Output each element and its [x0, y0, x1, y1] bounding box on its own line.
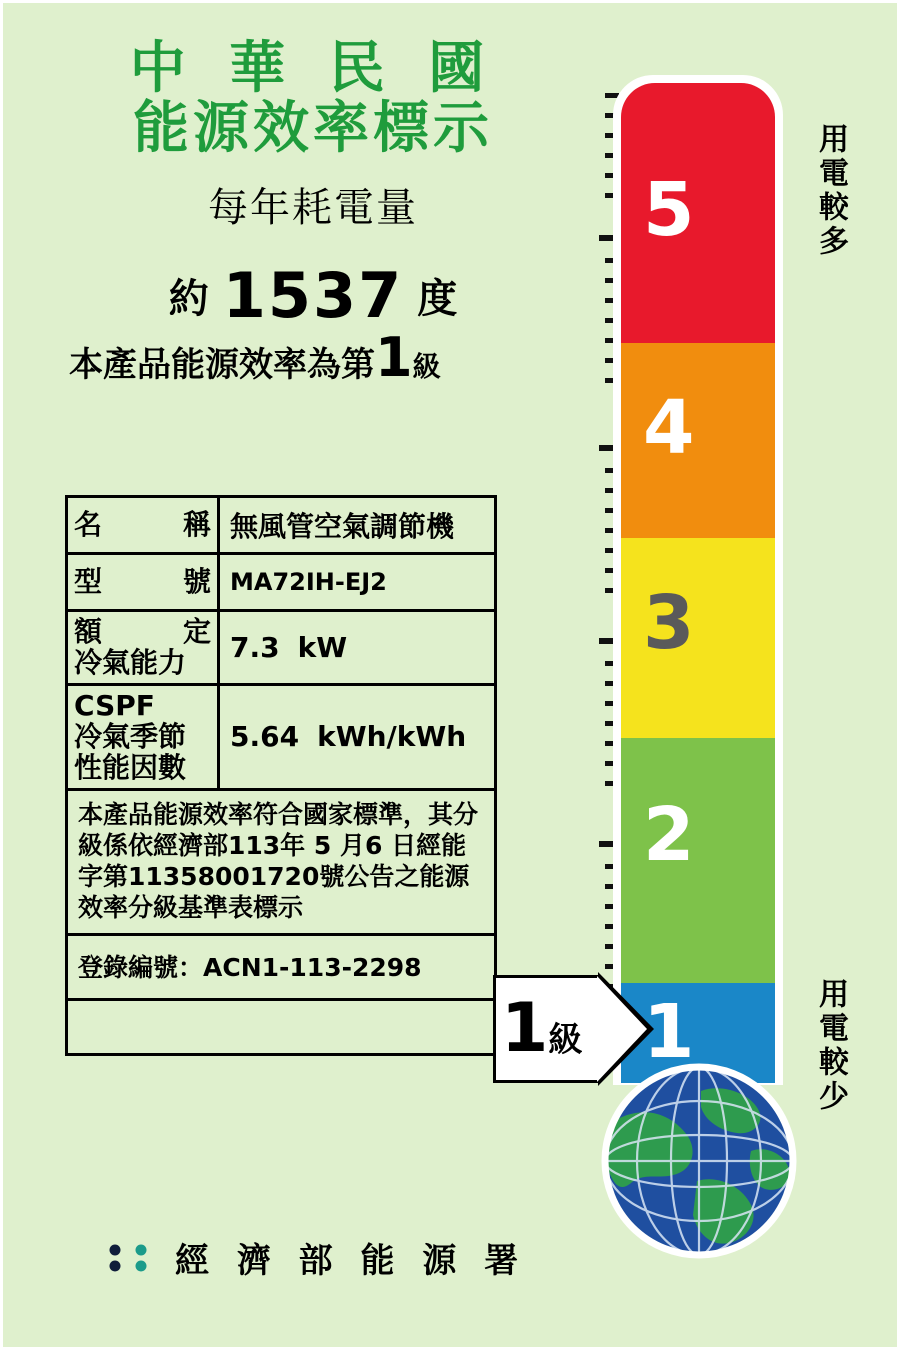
scale-band-2-number: 2: [643, 792, 695, 878]
spec-value-name: [220, 498, 494, 552]
table-row: [68, 498, 494, 555]
registration-label: 登錄編號：: [78, 952, 204, 982]
spec-key-name-char1: 名: [74, 508, 103, 542]
spec-value-model: [220, 555, 494, 609]
grade-callout-number: 1: [501, 989, 549, 1068]
grade-callout-text: [501, 989, 621, 1068]
spec-key-cspf-line2: 冷氣季節: [74, 720, 187, 754]
scale-band-2: [621, 738, 775, 983]
spec-key-capacity-char1: 額: [74, 615, 103, 648]
spec-value-model-text: MA72IH-EJ2: [230, 568, 387, 596]
agency-name: 經 濟 部 能 源 署: [175, 1241, 527, 1281]
spec-key-capacity-char2: 定: [182, 615, 211, 648]
scale-band-1-number: 1: [643, 989, 695, 1075]
spec-key-model-char2: 號: [182, 565, 211, 599]
footer: [99, 1233, 526, 1282]
scale-band-5: [621, 83, 775, 343]
table-row: [68, 555, 494, 612]
grade-statement-grade: 1: [375, 325, 413, 389]
scale-label-more-power: 用電較多: [813, 123, 848, 259]
consumption-value: 1537: [222, 258, 404, 332]
globe-icon: [601, 1063, 797, 1259]
grade-statement: [63, 325, 563, 389]
scale-band-4: [621, 343, 775, 538]
spec-value-cspf: [220, 686, 494, 788]
scale-label-less-power: 用電較少: [813, 978, 848, 1114]
scale-band-3-number: 3: [643, 580, 695, 666]
annual-consumption: [63, 259, 563, 332]
spec-key-name-char2: 稱: [182, 508, 211, 542]
spec-value-cspf-number: 5.64: [230, 720, 300, 754]
header-block: [63, 36, 563, 389]
grade-statement-suffix: 級: [412, 349, 441, 383]
approx-label: 約: [168, 275, 209, 322]
spec-key-model: [68, 555, 220, 609]
registration-row: [68, 936, 494, 1001]
spec-key-model-char1: 型: [74, 565, 103, 599]
title-line-1: 中 華 民 國: [129, 36, 497, 101]
spec-key-cspf-line1: CSPF: [74, 688, 155, 722]
table-row: [68, 612, 494, 686]
registration-number: ACN1-113-2298: [203, 952, 422, 982]
subtitle: 每年耗電量: [208, 184, 418, 231]
table-row: [68, 686, 494, 791]
spec-value-cspf-unit: kWh/kWh: [317, 720, 467, 754]
spec-value-name-text: 無風管空氣調節機: [230, 510, 455, 543]
blank-row: [68, 1001, 494, 1053]
grade-statement-prefix: 本產品能源效率為第: [69, 344, 375, 385]
spec-key-cspf-line3: 性能因數: [74, 751, 187, 785]
efficiency-scale-bands: [621, 83, 775, 1083]
spec-value-capacity-unit: kW: [297, 630, 348, 664]
spec-value-capacity: [220, 612, 494, 683]
scale-band-5-number: 5: [643, 167, 695, 253]
grade-callout-suffix: 級: [548, 1020, 583, 1060]
standard-note: 本產品能源效率符合國家標準，其分級係依經濟部113年 5 月6 日經能字第11358001720號公告之能源效率分級基準表標示: [68, 791, 494, 936]
spec-table: [65, 495, 497, 1056]
spec-key-capacity: [68, 612, 220, 683]
scale-band-4-number: 4: [643, 385, 695, 471]
spec-key-cspf: [68, 686, 220, 788]
spec-key-capacity-line2: 冷氣能力: [74, 646, 187, 680]
scale-band-3: [621, 538, 775, 738]
spec-key-name: [68, 498, 220, 552]
consumption-unit: 度: [417, 275, 458, 322]
spec-value-capacity-number: 7.3: [230, 630, 280, 664]
energy-bureau-logo-icon: [99, 1237, 157, 1279]
efficiency-scale: [613, 75, 783, 1085]
title-line-2: 能源效率標示: [133, 96, 493, 162]
